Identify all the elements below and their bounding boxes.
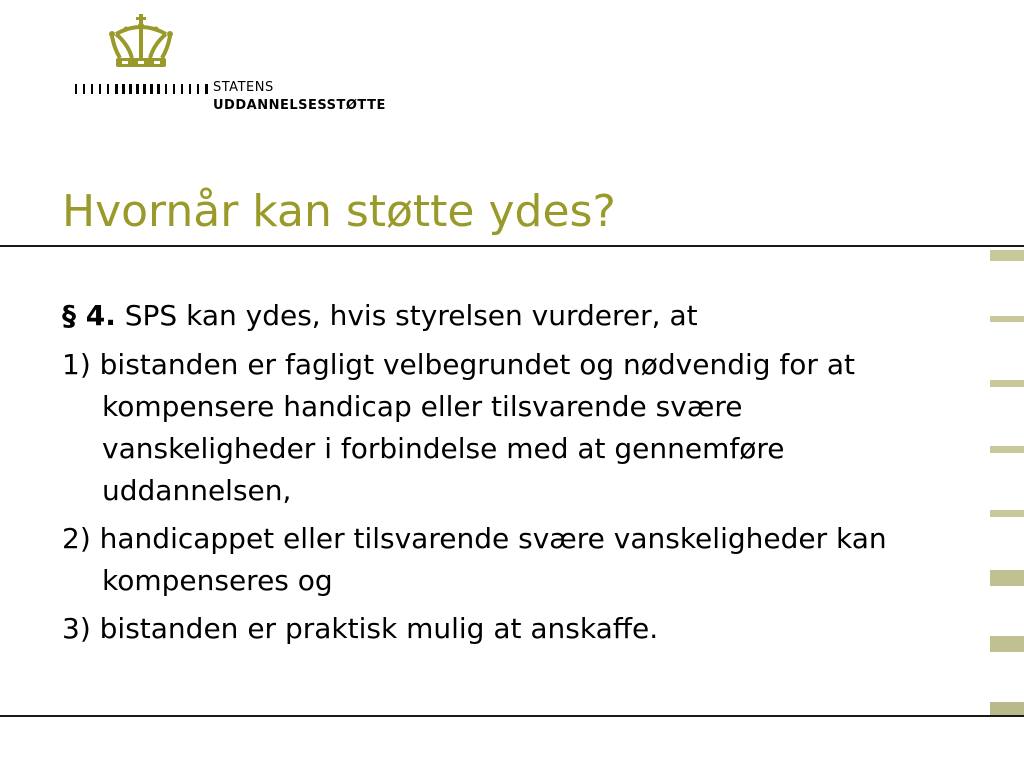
lead-text: SPS kan ydes, hvis styrelsen vurderer, at <box>115 299 698 332</box>
list-item <box>62 344 962 512</box>
item-text: handicappet eller tilsvarende svære vanskeligheder kan kompenseres og <box>90 522 887 597</box>
slide-title: Hvornår kan støtte ydes? <box>62 186 616 237</box>
top-divider <box>0 245 1024 247</box>
item-text: bistanden er fagligt velbegrundet og nødvendig for at kompensere handicap eller tilsvarende svære vanskeligheder i forbindelse med at gennemføre uddannelsen, <box>90 348 855 507</box>
item-number: 1) <box>62 348 91 381</box>
item-number: 3) <box>62 612 91 645</box>
lead-paragraph <box>62 294 962 338</box>
slide-body <box>62 294 962 656</box>
item-number: 2) <box>62 522 91 555</box>
logo-text-line2: UDDANNELSESSTØTTE <box>213 98 386 113</box>
logo <box>74 14 414 124</box>
side-marker <box>990 636 1024 652</box>
side-markers <box>990 250 1024 720</box>
royal-crown-icon <box>108 14 174 70</box>
bottom-divider <box>0 715 1024 717</box>
list-item <box>62 608 962 650</box>
side-marker <box>990 446 1024 453</box>
item-text: bistanden er praktisk mulig at anskaffe. <box>90 612 659 645</box>
side-marker <box>990 380 1024 387</box>
logo-text-line1: STATENS <box>213 80 274 95</box>
side-marker <box>990 570 1024 586</box>
list-item <box>62 518 962 602</box>
side-marker <box>990 510 1024 517</box>
side-marker <box>990 316 1024 322</box>
side-marker <box>990 702 1024 715</box>
side-marker <box>990 250 1024 261</box>
logo-barcode-graphic <box>74 81 210 97</box>
paragraph-number: § 4. <box>62 299 116 332</box>
